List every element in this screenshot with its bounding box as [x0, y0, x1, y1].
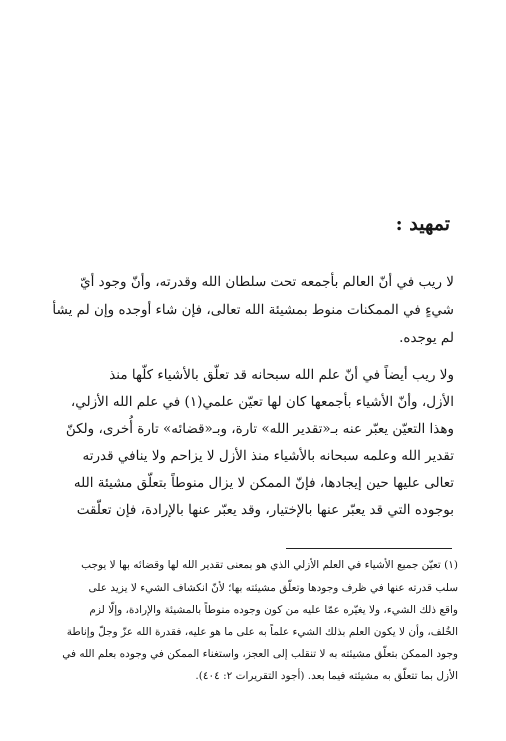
body-line-2: شيءٍ في الممكنات منوط بمشيئة الله تعالى، فإن شاء أوجده وإن لم يشأ — [52, 302, 454, 318]
body-line-6: وهذا التعيّن يعبّر عنه بـ«تقدير الله» تارة، وبـ«قضائه» تارة أُخرى، ولكنّ — [65, 421, 454, 437]
footnote-line-1: (١) تعيّن جميع الأشياء في العلم الأزلي الذي هو بمعنى تقدير الله لها وقضائه بها لا يوجب — [81, 559, 458, 571]
body-line-5: الأزل، وأنّ الأشياء بأجمعها كان لها تعيّن علمي(١) في علم الله الأزلي، — [70, 394, 454, 410]
footnote-line-4: الخُلف، وأن لا يكون العلم بذلك الشيء علماً به على ما هو عليه، فقدرة الله عزّ وجلّ وإناطة — [66, 626, 458, 638]
body-line-4: ولا ريب أيضاً في أنّ علم الله سبحانه قد تعلّق بالأشياء كلّها منذ — [109, 367, 454, 383]
body-line-3: لم يوجده. — [399, 330, 454, 346]
footnote-line-6: الأزل بما تتعلّق به مشيئته فيما بعد. (أجود التقريرات ٢: ٤٠٤). — [195, 670, 458, 682]
footnote-line-3: واقع ذلك الشيء، ولا يغيّره عمّا عليه من كون وجوده منوطاً بالمشيئة والإرادة، وإلّا لزم — [89, 604, 458, 616]
footnote-line-2: سلب قدرته عنها في ظرف وجودها وتعلّق مشيئته بها؛ لأنّ انكشاف الشيء لا يزيد على — [88, 582, 458, 594]
footnote-line-5: وجود الممكن بتعلّق مشيئته به لا تنقلب إلى العجز، واستغناء الممكن في وجوده بعلم الله في — [62, 648, 458, 660]
body-line-7: تقدير الله وعلمه سبحانه بالأشياء منذ الأزل لا يزاحم ولا ينافي قدرته — [82, 448, 454, 464]
body-line-9: بوجوده التي قد يعبّر عنها بالإختيار، وقد يعبّر عنها بالإرادة، فإن تعلّقت — [76, 502, 454, 518]
body-line-1: لا ريب في أنّ العالم بأجمعه تحت سلطان الله وقدرته، وأنّ وجود أيّ — [80, 274, 454, 290]
body-line-8: تعالى عليها حين إيجادها، فإنّ الممكن لا يزال منوطاً بتعلّق مشيئة الله — [73, 475, 454, 491]
footnote-separator — [286, 548, 452, 549]
section-heading: تمهيد : — [395, 213, 450, 235]
